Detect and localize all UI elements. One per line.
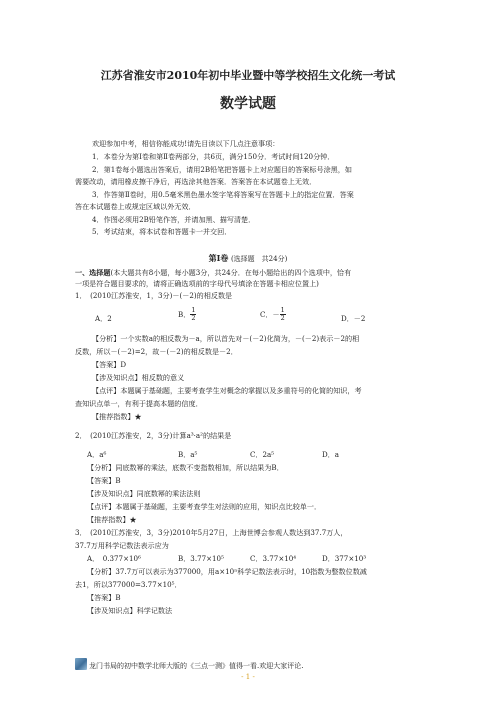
section-instructions [75, 268, 425, 277]
exam-subtitle: 数学试题 [220, 96, 276, 112]
q3-option-b: B．3.77×10⁵ [178, 554, 224, 563]
fraction: $\frac{1}{2}$ [280, 306, 285, 322]
q3-option-d: D．377×10³ [322, 554, 367, 563]
q2-knowledge: 【涉及知识点】同底数幂的乘法法则 [87, 489, 201, 498]
footer-text: 龙门书局的初中数学北师大版的《三点一测》值得一看.欢迎大家评论. [89, 662, 304, 670]
q3-knowledge: 【涉及知识点】科学记数法 [87, 606, 173, 615]
q3-option-a: A． 0.377×10⁶ [87, 554, 141, 563]
q1-option-b: B． $\frac{1}{2}$ [178, 306, 196, 322]
note-line: 答在本试题卷上或规定区域以外无效． [75, 202, 196, 211]
q2-stem: 2． (2010江苏淮安，2，3分)计算a³·a²的结果是 [75, 431, 232, 440]
q3-stem-cont: 37.7万用科学记数法表示应为 [75, 541, 169, 550]
note-line: 1．本卷分为第Ⅰ卷和第Ⅱ卷两部分，共6页，满分150分．考试时间120分钟． [92, 152, 335, 161]
section-note: (选择题 共24分) [230, 255, 288, 263]
book-logo-icon [75, 658, 87, 670]
instructions-text: (本大题共有8小题，每小题3分，共24分．在每小题给出的四个选项中，恰有 [110, 268, 352, 277]
section-title: 第Ⅰ卷 [208, 253, 229, 263]
q1-rating: 【推荐指数】★ [92, 412, 142, 421]
q1-knowledge: 【涉及知识点】相反数的意义 [92, 373, 185, 382]
q3-analysis-cont: 去1，所以377000=3.77×10⁵． [75, 580, 182, 589]
instructions-label: 一、选择题 [75, 268, 111, 277]
note-line: 2．第1卷每小题选出答案后，请用2B铅笔把答题卡上对应题目的答案标号涂黑，如 [92, 165, 352, 174]
instructions-line: 一项是符合题目要求的，请将正确选项前的字母代号填涂在答题卡相应位置上) [75, 279, 319, 288]
q1-comment-cont: 查知识点单一，有利于提高本题的信度． [75, 399, 203, 408]
q1-answer: 【答案】D [92, 360, 127, 369]
q2-option-d: D．a [322, 450, 340, 459]
q3-option-c: C．3.77×10⁴ [250, 554, 297, 563]
q2-option-b: B．a⁵ [178, 450, 198, 459]
q1-option-d: D．－2 [341, 314, 366, 323]
note-line: 3．作答第Ⅱ卷时，用0.5毫米黑色墨水签字笔将答案写在答题卡上的指定位置．答案 [92, 190, 354, 199]
q2-option-a: A．a⁶ [87, 450, 107, 459]
q1-comment: 【点评】本题属于基础题，主要考查学生对概念的掌握以及多重符号的化简的知识，考 [92, 386, 362, 395]
note-line: 5．考试结束，将本试卷和答题卡一并交回． [92, 227, 232, 236]
intro-greeting: 欢迎参加中考，相信你能成功!请先目读以下几点注意事项： [92, 139, 280, 148]
note-line: 需要改动，请用橡皮擦干净后，再选涂其他答案．答案答在本试题卷上无效． [75, 177, 317, 186]
exam-title: 江苏省淮安市2010年初中毕业暨中等学校招生文化统一考试 [100, 69, 396, 82]
q1-option-a: A．2 [95, 314, 112, 323]
q3-stem: 3． (2010江苏淮安，3，3分)2010年5月27日，上海世博会参观人数达到37.7万人， [75, 528, 348, 537]
q2-answer: 【答案】B [87, 476, 121, 485]
q2-rating: 【推荐指数】★ [87, 515, 137, 524]
note-line: 4．作图必须用2B铅笔作答，并请加黑、描写清楚． [92, 215, 256, 224]
q2-option-c: C．2a⁵ [250, 450, 275, 459]
q1-option-c: C．－ $\frac{1}{2}$ [260, 306, 285, 322]
fraction: $\frac{1}{2}$ [191, 306, 196, 322]
q3-answer: 【答案】B [87, 593, 121, 602]
q1-stem: 1． (2010江苏淮安，1，3分)－(－2)的相反数是 [75, 291, 233, 300]
q1-analysis: 【分析】一个实数a的相反数为－a，所以首先对－(－2)化简为，－(－2)表示－2的相 [92, 334, 360, 343]
page-number: - 1 - [241, 673, 255, 681]
section-heading [0, 253, 496, 264]
q1-analysis-cont: 反数，所以－(－2)=2，故－(－2)的相反数是－2． [75, 347, 238, 356]
q2-analysis: 【分析】同底数幂的乘法，底数不变指数相加，所以结果为B． [87, 463, 284, 472]
q2-comment: 【点评】本题属于基础题，主要考查学生对法则的应用，知识点比较单一． [87, 502, 322, 511]
q3-analysis: 【分析】37.7万可以表示为377000，用a×10ⁿ科学记数法表示时，10指数为整数位数减 [87, 567, 367, 576]
